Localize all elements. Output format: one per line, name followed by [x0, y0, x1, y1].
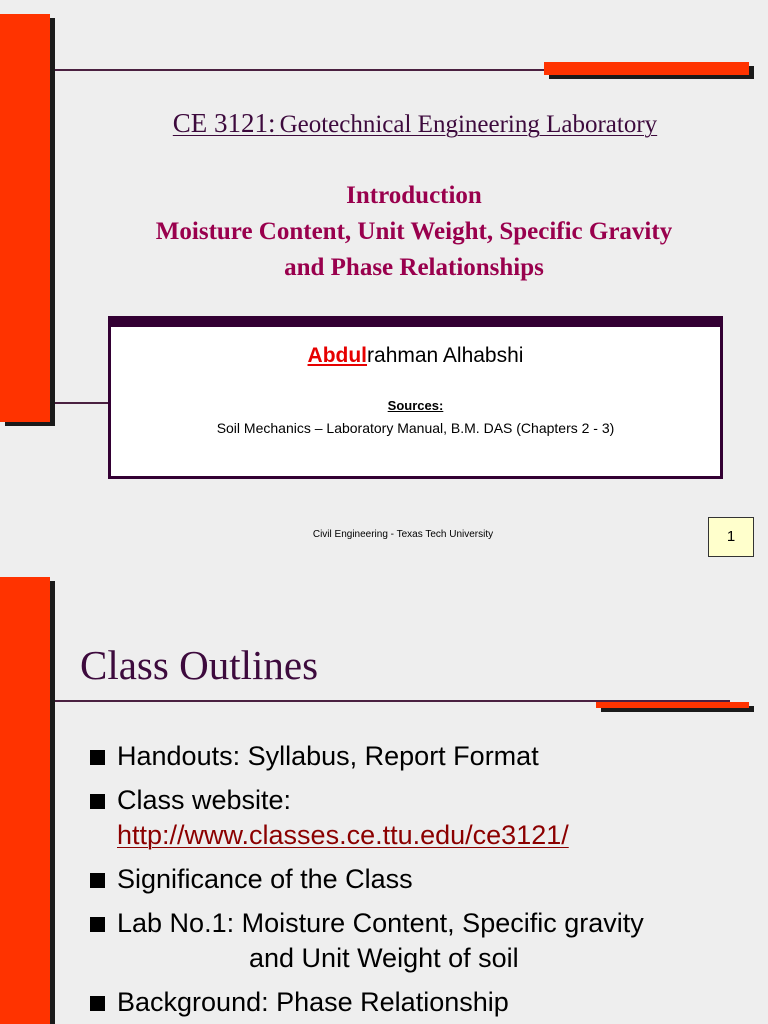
intro-line: Moisture Content, Unit Weight, Specific Gravity	[155, 218, 673, 245]
bullet-square-icon	[90, 873, 105, 888]
list-item	[0, 739, 768, 774]
sources-label: Sources:	[387, 398, 444, 413]
header-accent-bar	[544, 62, 749, 75]
footer-text: Civil Engineering - Texas Tech University	[312, 529, 494, 540]
author-name	[111, 344, 720, 368]
bullet-text: Lab No.1: Moisture Content, Specific gravity	[117, 908, 644, 938]
bullet-square-icon	[90, 917, 105, 932]
bullet-text: Handouts: Syllabus, Report Format	[117, 741, 539, 771]
sources-text: Soil Mechanics – Laboratory Manual, B.M. DAS (Chapters 2 - 3)	[216, 420, 615, 436]
bullet-text: Background: Phase Relationship	[117, 987, 509, 1017]
author-rest: rahman Alhabshi	[367, 344, 524, 367]
course-title	[0, 108, 768, 139]
bullet-square-icon	[90, 750, 105, 765]
intro-line: Introduction	[346, 182, 482, 209]
title-accent-bar	[596, 702, 749, 708]
course-name: Geotechnical Engineering Laboratory	[279, 111, 658, 138]
list-item	[0, 783, 768, 853]
slide-title: Class Outlines	[80, 642, 319, 688]
bullet-square-icon	[90, 996, 105, 1011]
bullet-list	[0, 739, 768, 1024]
list-item	[0, 862, 768, 897]
intro-heading	[0, 178, 768, 286]
author-highlight: Abdul	[307, 344, 368, 367]
bullet-square-icon	[90, 794, 105, 809]
intro-line: and Phase Relationships	[284, 254, 544, 281]
list-item	[0, 985, 768, 1020]
list-item	[0, 906, 768, 976]
class-website-link[interactable]: http://www.classes.ce.ttu.edu/ce3121/	[117, 820, 569, 850]
author-box	[108, 316, 723, 479]
bullet-text: Significance of the Class	[117, 864, 413, 894]
bullet-continuation: and Unit Weight of soil	[249, 943, 519, 973]
bullet-text: Class website:	[117, 785, 292, 815]
slide-2	[0, 575, 768, 1024]
box-connector-line	[55, 402, 109, 404]
page-number: 1	[708, 517, 754, 557]
course-code: CE 3121:	[172, 108, 276, 138]
